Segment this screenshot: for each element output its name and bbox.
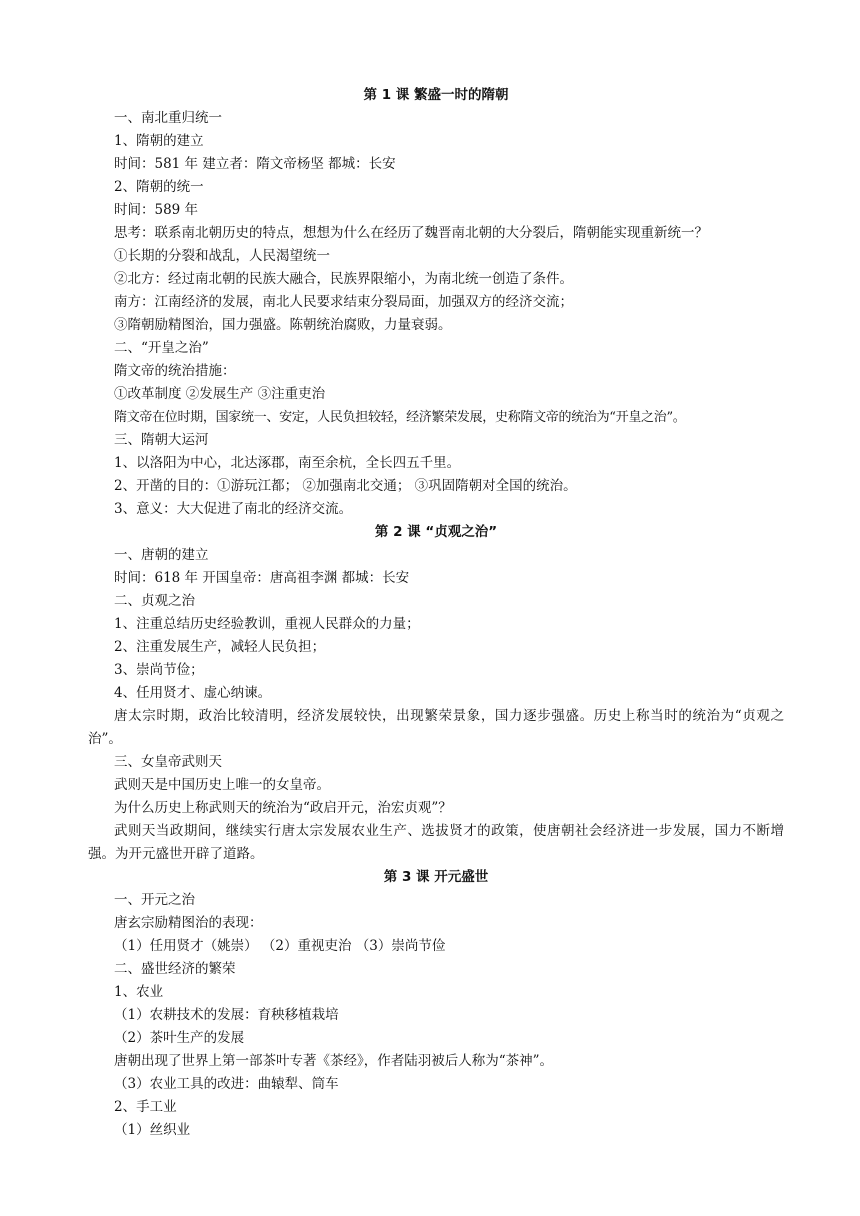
text-line: 一、开元之治 bbox=[114, 892, 195, 908]
text-line: 1、注重总结历史经验教训，重视人民群众的力量； bbox=[114, 616, 420, 632]
text-line: 3、意义：大大促进了南北的经济交流。 bbox=[114, 501, 353, 517]
text-line: 一、唐朝的建立 bbox=[114, 547, 209, 563]
text-line: 1、隋朝的建立 bbox=[114, 133, 204, 149]
paragraph: 唐太宗时期，政治比较清明，经济发展较快，出现繁荣景象，国力逐步强盛。历史上称当时的统治为“贞观之治”。 bbox=[88, 708, 784, 747]
text-line: 1、以洛阳为中心，北达涿郡，南至余杭，全长四五千里。 bbox=[114, 455, 461, 471]
paragraph: 武则天当政期间，继续实行唐太宗发展农业生产、选拔贤才的政策，使唐朝社会经济进一步发展，国力不断增强。为开元盛世开辟了道路。 bbox=[88, 823, 784, 862]
text-line: 3、崇尚节俭； bbox=[114, 662, 204, 678]
text-line: （2）茶叶生产的发展 bbox=[114, 1030, 245, 1046]
text-line: 二、贞观之治 bbox=[114, 593, 195, 609]
text-line: 时间：618 年 开国皇帝：唐高祖李渊 都城：长安 bbox=[114, 570, 410, 586]
text-line: 唐玄宗励精图治的表现： bbox=[114, 915, 263, 931]
text-line: 为什么历史上称武则天的统治为“政启开元，治宏贞观”？ bbox=[114, 800, 452, 816]
text-line: ①长期的分裂和战乱，人民渴望统一 bbox=[114, 248, 330, 264]
text-line: 一、南北重归统一 bbox=[114, 110, 222, 126]
text-line: 唐朝出现了世界上第一部茶叶专著《茶经》，作者陆羽被后人称为“茶神”。 bbox=[114, 1053, 554, 1069]
text-line: 武则天是中国历史上唯一的女皇帝。 bbox=[114, 777, 330, 793]
text-line: （1）任用贤才（姚崇） （2）重视吏治 （3）崇尚节俭 bbox=[114, 938, 446, 954]
document-page bbox=[88, 84, 784, 1142]
text-line: 二、“开皇之治” bbox=[114, 340, 209, 356]
text-line: 时间：589 年 bbox=[114, 202, 199, 218]
text-line: （1）农耕技术的发展：育秧移植栽培 bbox=[114, 1007, 339, 1023]
text-line: 2、注重发展生产，减轻人民负担； bbox=[114, 639, 326, 655]
text-line: 2、隋朝的统一 bbox=[114, 179, 204, 195]
lesson-3-title: 第 3 课 开元盛世 bbox=[383, 869, 489, 885]
text-line: ①改革制度 ②发展生产 ③注重吏治 bbox=[114, 386, 326, 402]
lesson-1-title: 第 1 课 繁盛一时的隋朝 bbox=[363, 87, 509, 103]
text-line: 二、盛世经济的繁荣 bbox=[114, 961, 236, 977]
text-line: ③隋朝励精图治，国力强盛。陈朝统治腐败，力量衰弱。 bbox=[114, 317, 452, 333]
text-line: 2、手工业 bbox=[114, 1099, 177, 1115]
text-line: 隋文帝在位时期，国家统一、安定，人民负担较轻，经济繁荣发展，史称隋文帝的统治为“开皇之治”。 bbox=[114, 410, 686, 425]
lesson-2-title: 第 2 课 “贞观之治” bbox=[374, 524, 498, 540]
text-line: 1、农业 bbox=[114, 984, 164, 1000]
text-line: 三、隋朝大运河 bbox=[114, 432, 209, 448]
text-line: （3）农业工具的改进：曲辕犁、筒车 bbox=[114, 1076, 339, 1092]
text-line: 2、开凿的目的：①游玩江都； ②加强南北交通； ③巩固隋朝对全国的统治。 bbox=[114, 478, 577, 494]
text-line: 4、任用贤才、虚心纳谏。 bbox=[114, 685, 272, 701]
text-line: （1）丝织业 bbox=[114, 1122, 191, 1138]
text-line: 思考：联系南北朝历史的特点，想想为什么在经历了魏晋南北朝的大分裂后，隋朝能实现重新统一？ bbox=[114, 225, 708, 241]
text-line: 隋文帝的统治措施： bbox=[114, 363, 236, 379]
text-line: 时间：581 年 建立者：隋文帝杨坚 都城：长安 bbox=[114, 156, 396, 172]
text-line: 三、女皇帝武则天 bbox=[114, 754, 222, 770]
text-line: ②北方：经过南北朝的民族大融合，民族界限缩小，为南北统一创造了条件。 bbox=[114, 271, 573, 287]
text-line: 南方：江南经济的发展，南北人民要求结束分裂局面，加强双方的经济交流； bbox=[114, 294, 573, 310]
